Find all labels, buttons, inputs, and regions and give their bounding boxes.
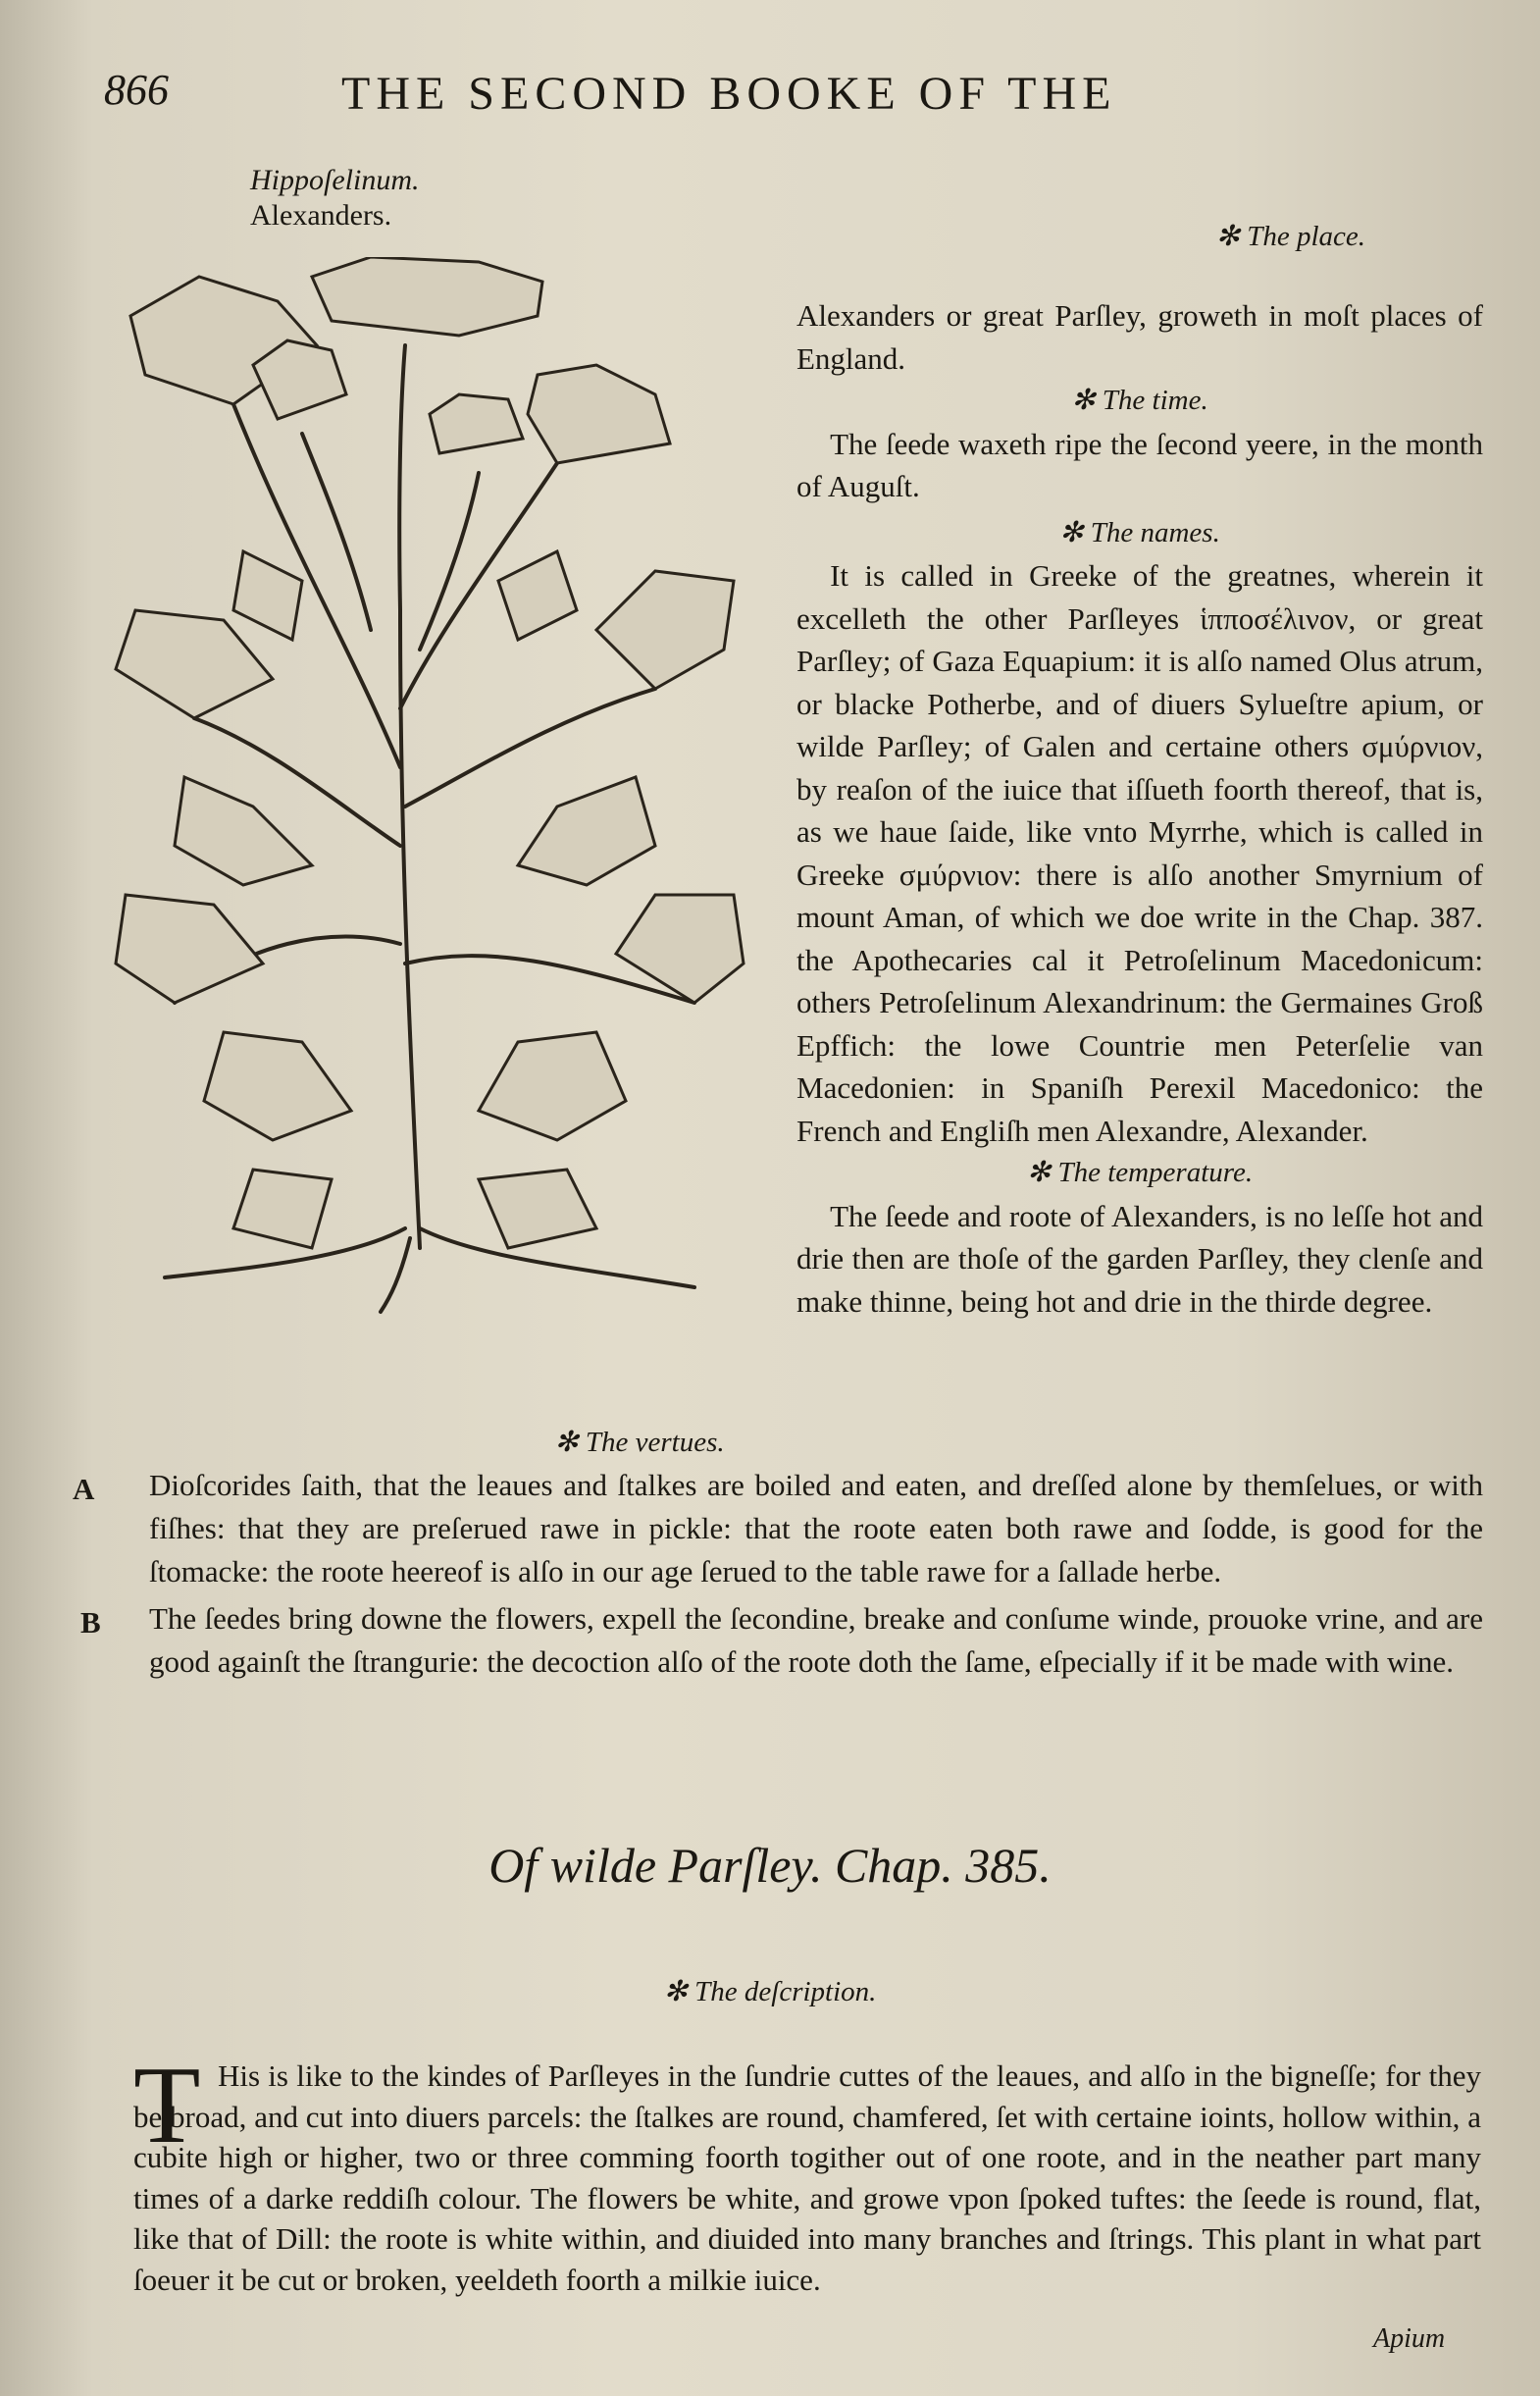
margin-marker-b: B: [80, 1605, 101, 1640]
vertues-heading: ✻ The vertues.: [554, 1427, 725, 1458]
figure-caption-english: Alexanders.: [250, 199, 392, 232]
vertue-b: [80, 1597, 1483, 1684]
description-section: [133, 2045, 1481, 2300]
figure-caption-latin: Hippoſelinum.: [250, 164, 420, 196]
page-number: 866: [104, 66, 169, 114]
alexanders-woodcut-illustration: [106, 257, 748, 1317]
chapter-title: Of wilde Parſley. Chap. 385.: [488, 1838, 1052, 1893]
description-text: His is like to the kindes of Parſleyes in the ſundrie cuttes of the leaues, and alſo in the bigneſſe; for they be broad, and cut into diuers parcels: the ſtalkes are round, chamfered, ſet with certaine ioints, hollow within, a cubite high or higher, two or three comming foorth togither out of one roote, and in the neather part many times of a darke reddiſh colour. The flowers be white, and growe vpon ſpoked tuftes: the ſeede is round, flat, like that of Dill: the roote is white within, and diuided into many branches and ſtrings. This plant in what part ſoeuer it be cut or broken, yeeldeth foorth a milkie iuice.: [133, 2058, 1481, 2297]
names-heading: ✻ The names.: [1059, 516, 1220, 548]
drop-cap: T: [133, 2045, 201, 2166]
time-heading: ✻ The time.: [1071, 385, 1208, 416]
right-column: [796, 221, 1483, 1323]
temperature-heading: ✻ The temperature.: [1026, 1157, 1254, 1188]
catchword: Apium: [1373, 2323, 1446, 2354]
description-heading: ✻ The deſcription.: [663, 1976, 877, 2007]
figure-caption: [250, 163, 420, 234]
temperature-text: The ſeede and roote of Alexanders, is no leſſe hot and drie then are thoſe of the garden Parſley, they clenſe and make thinne, being hot and drie in the thirde degree.: [796, 1198, 1483, 1319]
vertue-a: [73, 1464, 1483, 1593]
running-head: THE SECOND BOOKE OF THE: [341, 68, 1117, 120]
names-text: It is called in Greeke of the greatnes, wherein it excelleth the other Parſleyes ἱπποσέλινον, or great Parſley; of Gaza Equapium: it is alſo named Olus atrum, or blacke Potherbe, and of diuers Sylueſtre apium, or wilde Parſley; of Galen and certaine others σμύρνιον, by reaſon of the iuice that iſſueth foorth thereof, that is, as we haue ſaide, like vnto Myrrhe, which is called in Greeke σμύρνιον: there is alſo another Smyrnium of mount Aman, of which we doe write in the Chap. 387. the Apothecaries cal it Petroſelinum Macedonicum: others Petroſelinum Alexandrinum: the Germaines Groß Epffich: the lowe Countrie men Peterſelie van Macedonien: in Spaniſh Perexil Macedonico: the French and Engliſh men Alexandre, Alexander.: [796, 558, 1483, 1148]
vertue-b-text: The ſeedes bring downe the flowers, expell the ſecondine, breake and conſume winde, prouoke vrine, and are good againſt the ſtrangurie: the decoction alſo of the roote doth the ſame, eſpecially if it be made with wine.: [149, 1601, 1483, 1679]
vertue-a-text: Dioſcorides ſaith, that the leaues and ſtalkes are boiled and eaten, and dreſſed alone by themſelues, or with fiſhes: that they are preſerued rawe in pickle: that the roote eaten both rawe and ſodde, is good for the ſtomacke: the roote heereof is alſo in our age ſerued to the table rawe for a ſallade herbe.: [149, 1468, 1483, 1589]
time-text: The ſeede waxeth ripe the ſecond yeere, in the month of Auguſt.: [796, 426, 1483, 503]
place-text: Alexanders or great Parſley, groweth in moſt places of England.: [796, 298, 1483, 376]
page-header: [98, 61, 1471, 130]
margin-marker-a: A: [73, 1472, 95, 1506]
place-heading: ✻ The place.: [1215, 221, 1365, 252]
vertues-section: [73, 1421, 1483, 1684]
